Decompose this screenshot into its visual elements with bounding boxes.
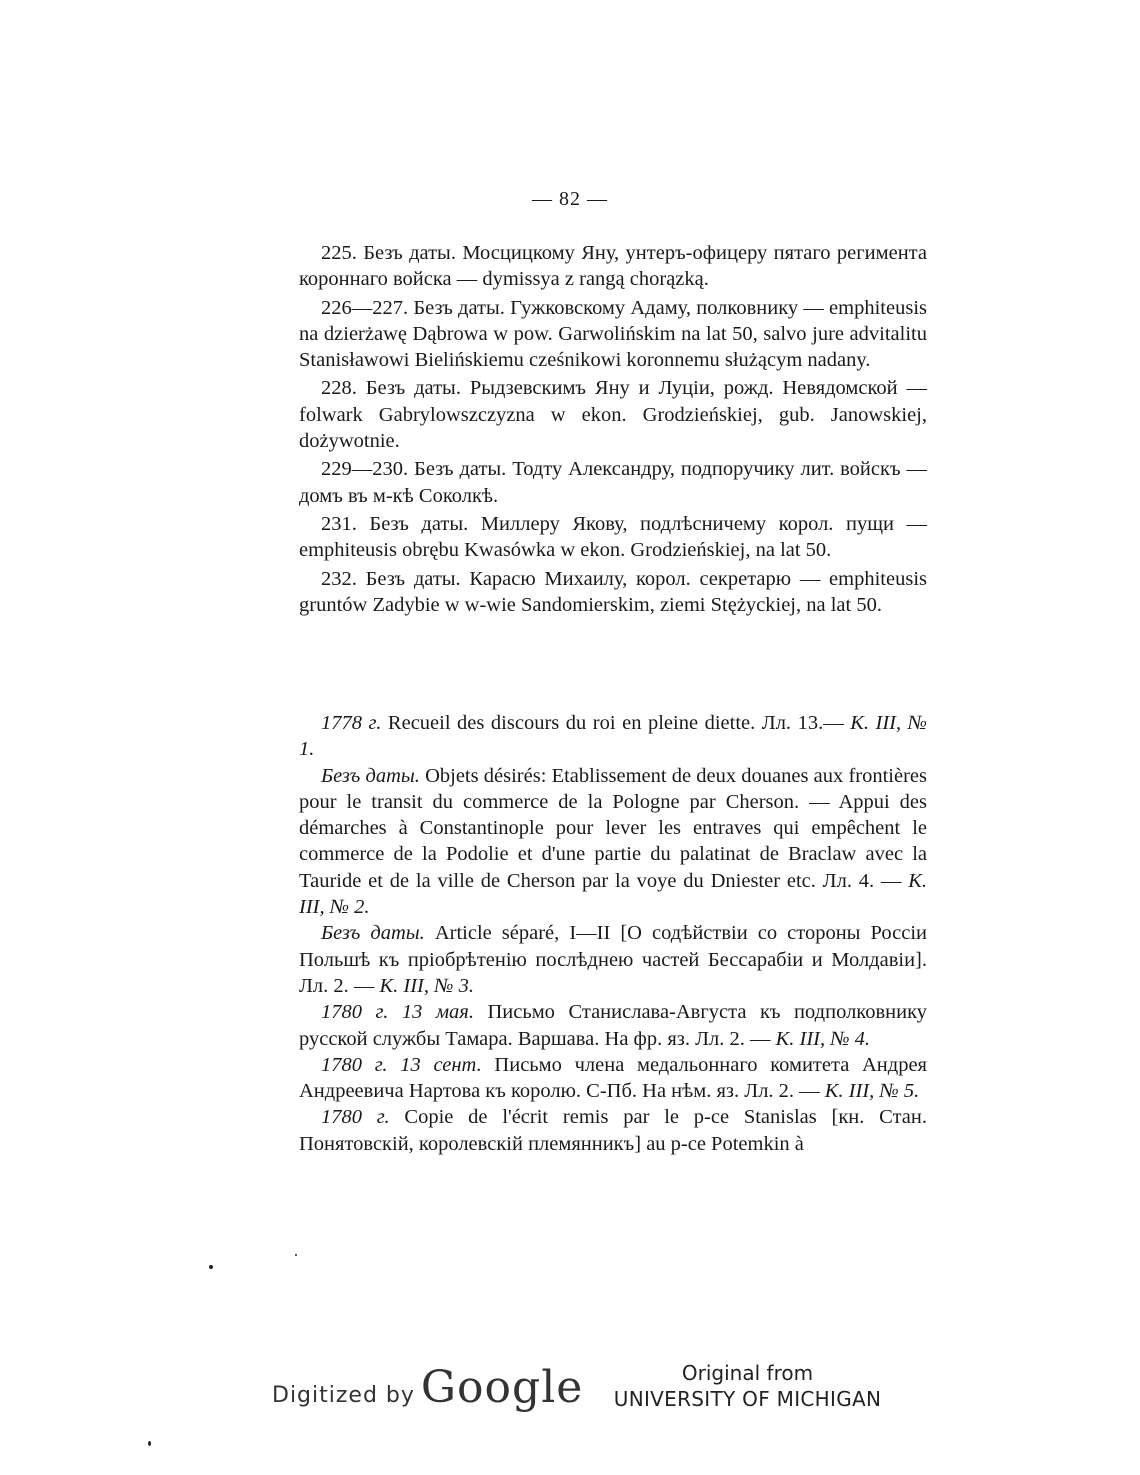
university-label: UNIVERSITY OF MICHIGAN — [613, 1387, 882, 1411]
document-text: Copie de l'écrit remis par le p-ce Stanislas [кн. Стан. Понятовскій, королевскій племянникъ] au p-ce Potemkin à — [299, 1106, 927, 1155]
document-reference: К. III, № 2. — [299, 869, 927, 919]
document-reference: К. III, № 4. — [775, 1027, 871, 1050]
document-item — [299, 999, 927, 1052]
document-text: Recueil des discours du roi en pleine diette. Лл. 13.— — [381, 712, 851, 734]
digitized-by-google-watermark — [272, 1362, 583, 1422]
document-date: 1780 г. 13 мая. — [321, 1001, 474, 1024]
document-item — [299, 763, 927, 921]
document-text: Objets désirés: Etablissement de deux douanes aux frontières pour le transit du commerce de la Pologne par Cherson. — Appui des démarches à Constantinople pour lever les entraves qui empêchent le commerce de la Podolie et d'une partie du palatinat de Braclaw avec la Tauride et de la ville de Cherson par la voye du Dniester etc. Лл. 4. — — [299, 764, 927, 892]
document-text: Письмо члена медальоннаго комитета Андрея Андреевича Нартова къ королю. С-Пб. На нѣм. яз. Лл. 2. — — [299, 1053, 927, 1103]
original-from-label: Original from — [681, 1361, 814, 1385]
document-reference: К. III, № 1. — [299, 712, 927, 761]
document-date: 1778 г. — [321, 712, 382, 734]
document-text: Письмо Станислава-Августа къ подполковнику русской службы Тамара. Варшава. На фр. яз. Лл. 2. — — [299, 1001, 928, 1050]
entry-231: 231. Безъ даты. Миллеру Якову, подлѣсничему корол. пущи — emphiteusis obrębu Kwasówka w ekon. Grodzieńskiej, na lat 50. — [299, 512, 927, 562]
scan-speck — [295, 1254, 297, 1256]
document-date: 1780 г. — [321, 1106, 390, 1129]
document-item — [299, 710, 927, 763]
digitized-label: Digitized by — [272, 1383, 415, 1408]
scan-speck — [209, 1265, 213, 1269]
document-item — [299, 1052, 927, 1105]
document-text: Article séparé, I—II [О содѣйствіи со стороны Россіи Польшѣ къ пріобрѣтенію послѣднею частей Бессарабіи и Молдавіи]. Лл. 2. — — [299, 922, 927, 997]
entry-232: 232. Безъ даты. Карасю Михаилу, корол. секретарю — emphiteusis gruntów Zadybie w w-wie Sandomierskim, ziemi Stężyckiej, na lat 50. — [299, 567, 927, 616]
original-source-watermark — [605, 1360, 890, 1412]
document-date: Безъ даты. — [321, 922, 425, 945]
document-list — [299, 710, 927, 1157]
document-item — [299, 920, 927, 999]
document-reference: К. III, № 3. — [379, 974, 474, 997]
grant-entries — [299, 240, 927, 620]
scan-speck — [148, 1441, 151, 1446]
entry-226-227: 226—227. Безъ даты. Гужковскому Адаму, полковнику — emphiteusis na dzierżawę Dąbrowa w pow. Garwolińskim na lat 50, salvo jure advitalitu Stanisławowi Bielińskiemu cześnikowi koronnemu służącym nadany. — [299, 296, 927, 372]
document-date: Безъ даты. — [321, 764, 420, 787]
page-number: — 82 — — [532, 188, 608, 210]
google-logo: Google — [420, 1362, 584, 1413]
entry-225: 225. Безъ даты. Мосцицкому Яну, унтеръ-офицеру пятаго регимента короннаго войска — dymissya z rangą chorązką. — [299, 242, 927, 291]
entry-229-230: 229—230. Безъ даты. Тодту Александру, подпоручику лит. войскъ — домъ въ м-кѣ Соколкѣ. — [299, 458, 927, 507]
document-reference: К. III, № 5. — [824, 1080, 920, 1103]
document-item — [299, 1104, 927, 1157]
document-date: 1780 г. 13 сент. — [321, 1053, 482, 1076]
entry-228: 228. Безъ даты. Рыдзевскимъ Яну и Луціи, рожд. Невядомской — folwark Gabrylowszczyzna w ekon. Grodzieńskiej, gub. Janowskiej, dożywotnie. — [299, 377, 927, 453]
